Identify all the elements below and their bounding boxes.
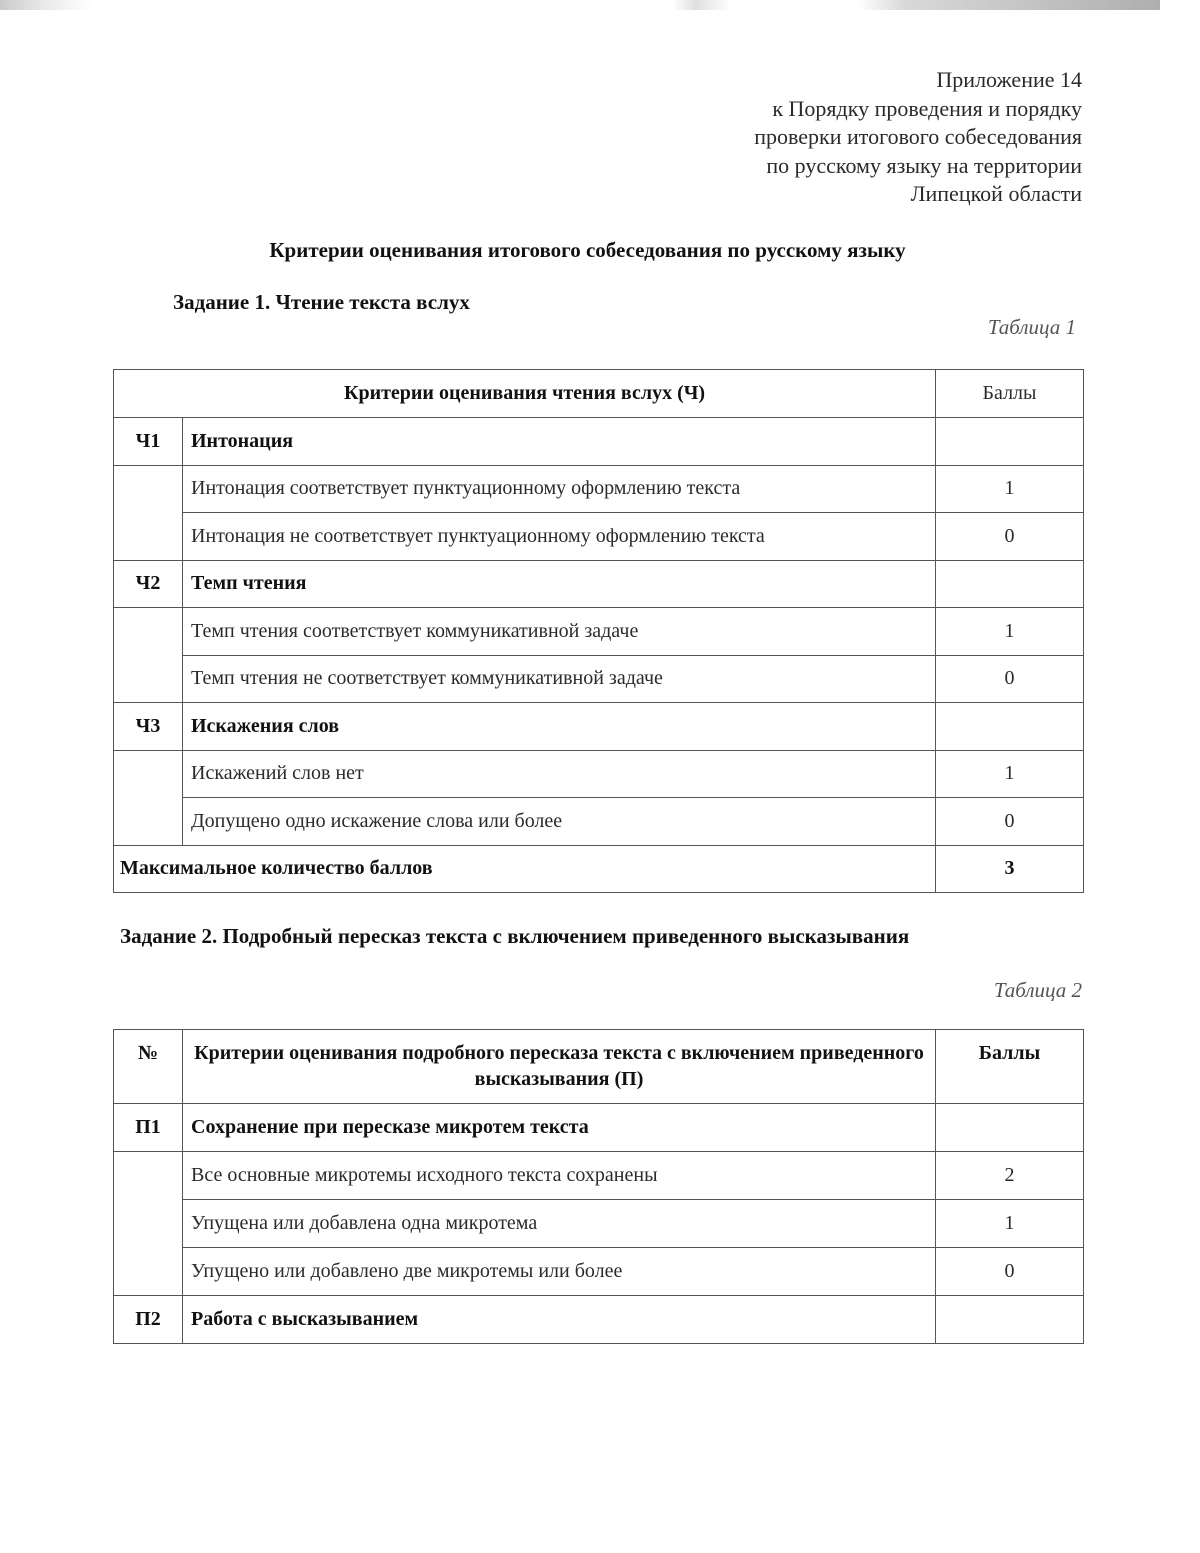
table-header-row	[114, 1030, 1084, 1104]
row-text: Интонация не соответствует пунктуационному оформлению текста	[183, 513, 936, 561]
criteria-header: Критерии оценивания подробного пересказа текста с включением приведенного высказывания (П)	[183, 1030, 936, 1104]
empty-code-cell	[114, 465, 183, 560]
row-score: 2	[936, 1152, 1084, 1200]
table-row	[114, 1248, 1084, 1296]
criterion-code: Ч1	[114, 418, 183, 466]
criterion-name: Искажения слов	[183, 703, 936, 751]
empty-code-cell	[114, 750, 183, 845]
criterion-code: П1	[114, 1104, 183, 1152]
score-header: Баллы	[936, 1030, 1084, 1104]
total-label: Максимальное количество баллов	[114, 845, 936, 893]
criterion-name: Сохранение при пересказе микротем текста	[183, 1104, 936, 1152]
row-score: 0	[936, 655, 1084, 703]
row-score: 0	[936, 798, 1084, 846]
row-text: Темп чтения соответствует коммуникативной задаче	[183, 608, 936, 656]
task1-heading: Задание 1. Чтение текста вслух	[173, 290, 470, 314]
table-row	[114, 1200, 1084, 1248]
table-row	[114, 798, 1084, 846]
score-cell	[936, 1296, 1084, 1344]
criterion-code: Ч2	[114, 560, 183, 608]
criterion-code: Ч3	[114, 703, 183, 751]
row-text: Все основные микротемы исходного текста сохранены	[183, 1152, 936, 1200]
appendix-line: Липецкой области	[910, 181, 1082, 206]
criterion-code: П2	[114, 1296, 183, 1344]
task2-heading: Задание 2. Подробный пересказ текста с включением приведенного высказывания	[120, 924, 910, 948]
appendix-line: к Порядку проведения и порядку	[772, 95, 1082, 121]
score-cell	[936, 560, 1084, 608]
row-score: 1	[936, 608, 1084, 656]
appendix-line: проверки итогового собеседования	[754, 124, 1082, 149]
row-score: 1	[936, 465, 1084, 513]
criterion-name: Темп чтения	[183, 560, 936, 608]
row-text: Интонация соответствует пунктуационному оформлению текста	[183, 465, 936, 513]
criterion-row	[114, 703, 1084, 751]
criterion-row	[114, 560, 1084, 608]
row-score: 1	[936, 750, 1084, 798]
criterion-row	[114, 418, 1084, 466]
table-row	[114, 750, 1084, 798]
row-score: 1	[936, 1200, 1084, 1248]
score-cell	[936, 1104, 1084, 1152]
row-score: 0	[936, 513, 1084, 561]
empty-code-cell	[114, 1152, 183, 1296]
appendix-note	[562, 66, 1082, 209]
table-header-row	[114, 370, 1084, 418]
table-row	[114, 513, 1084, 561]
row-text: Допущено одно искажение слова или более	[183, 798, 936, 846]
total-row	[114, 845, 1084, 893]
score-cell	[936, 703, 1084, 751]
row-text: Темп чтения не соответствует коммуникативной задаче	[183, 655, 936, 703]
total-score: 3	[936, 845, 1084, 893]
number-header: №	[114, 1030, 183, 1104]
row-text: Упущено или добавлено две микротемы или более	[183, 1248, 936, 1296]
scan-edge-artifact	[0, 0, 1160, 10]
score-header: Баллы	[936, 370, 1084, 418]
table-row	[114, 655, 1084, 703]
row-text: Искажений слов нет	[183, 750, 936, 798]
empty-code-cell	[114, 608, 183, 703]
criterion-name: Работа с высказыванием	[183, 1296, 936, 1344]
appendix-line: по русскому языку на территории	[766, 152, 1082, 178]
criteria-header: Критерии оценивания чтения вслух (Ч)	[114, 370, 936, 418]
table1-caption: Таблица 1	[987, 315, 1076, 339]
appendix-line: Приложение 14	[936, 67, 1082, 92]
criterion-row	[114, 1104, 1084, 1152]
row-text: Упущена или добавлена одна микротема	[183, 1200, 936, 1248]
document-title: Критерии оценивания итогового собеседования по русскому языку	[269, 238, 906, 262]
reading-criteria-table	[113, 369, 1084, 893]
table2-caption: Таблица 2	[993, 978, 1082, 1002]
table-row	[114, 465, 1084, 513]
criterion-name: Интонация	[183, 418, 936, 466]
criterion-row	[114, 1296, 1084, 1344]
score-cell	[936, 418, 1084, 466]
table-row	[114, 1152, 1084, 1200]
table-row	[114, 608, 1084, 656]
retelling-criteria-table	[113, 1029, 1084, 1344]
row-score: 0	[936, 1248, 1084, 1296]
